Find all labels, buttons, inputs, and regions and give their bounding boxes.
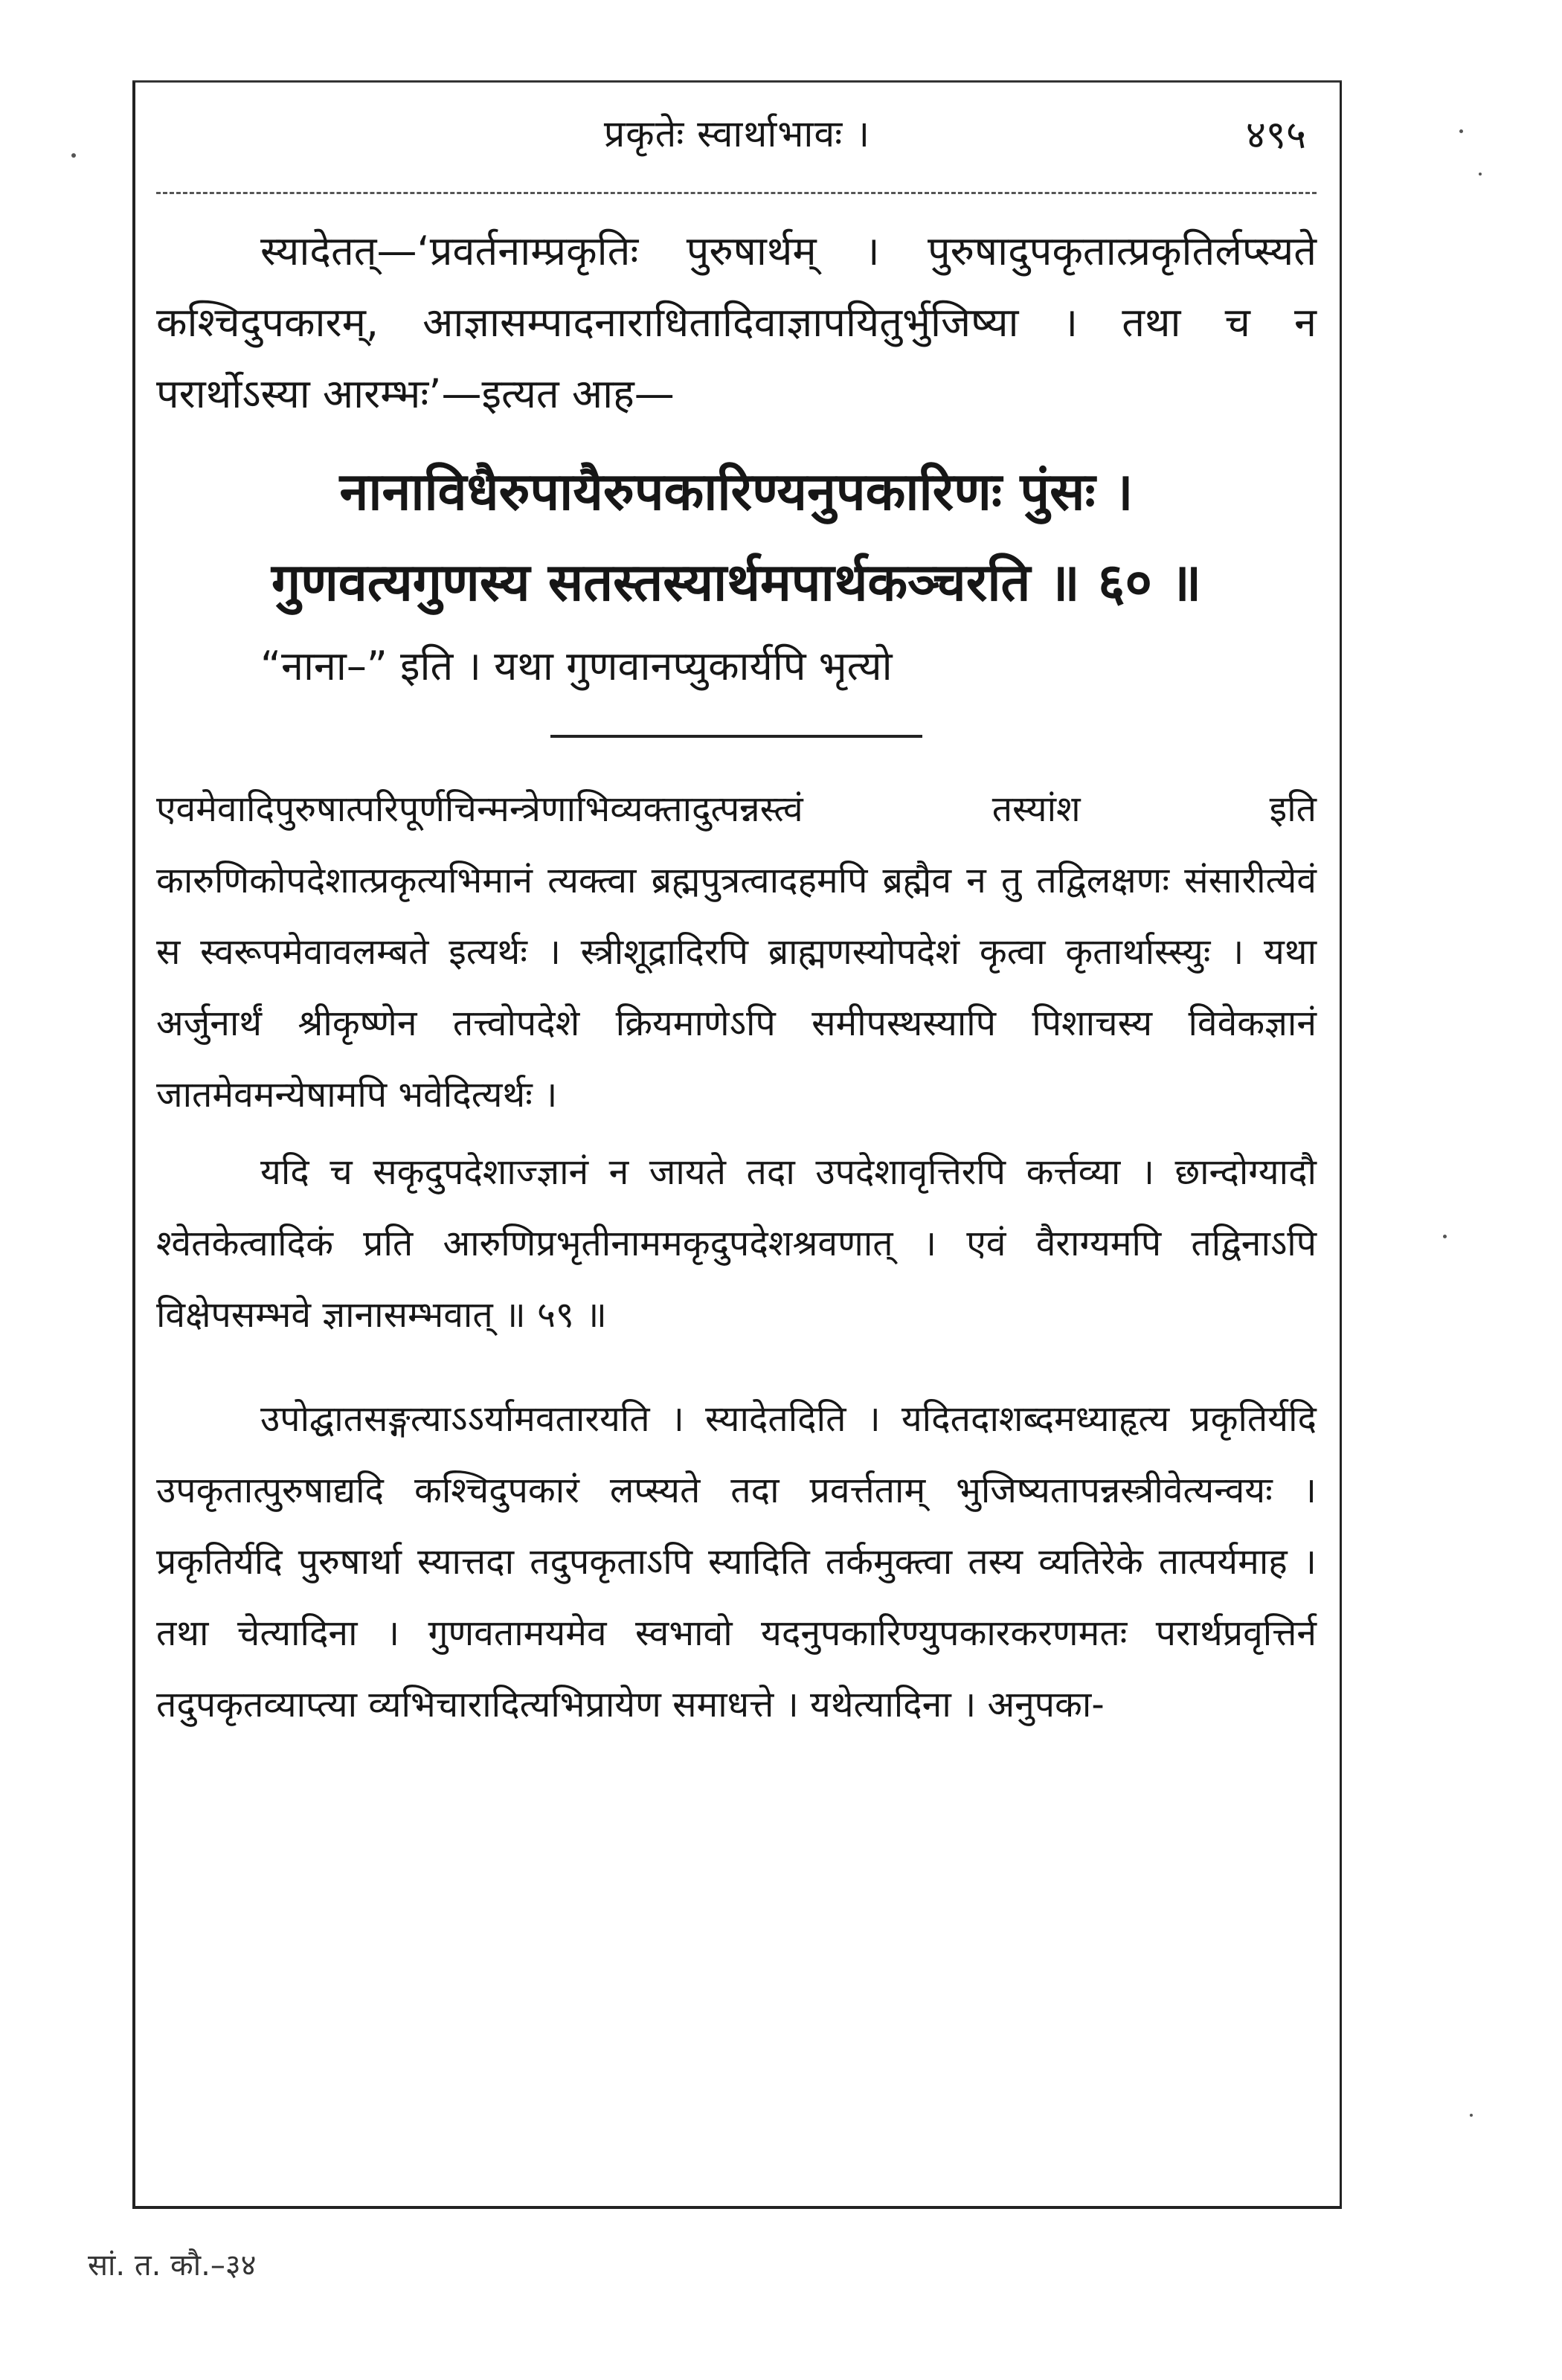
footnote-paragraph-3: उपोद्घातसङ्गत्याऽऽर्यामवतारयति । स्यादेतदिति । यदितदाशब्दमध्याहृत्य प्रकृतिर्यदि उपकृतात्पुरुषाद्यदि कश्चिदुपकारं लप्स्यते तदा प्रवर्त्तताम् भुजिष्यतापन्नस्त्रीवेत्यन्वयः । प्रकृतिर्यदि पुरुषार्था स्यात्तदा तदुपकृताऽपि स्यादिति तर्कमुक्त्वा तस्य व्यतिरेके तात्पर्यमाह । तथा चेत्यादिना । गुणवतामयमेव स्वभावो यदनुपकारिण्युपकारकरणमतः परार्थप्रवृत्तिर्न तदुपकृतव्याप्त्या व्यभिचारादित्यभिप्रायेण समाधत्ते । यथेत्यादिना । अनुपका- (156, 1398, 1317, 1726)
scan-speck (1470, 2114, 1473, 2117)
page-header (132, 103, 1342, 170)
verse-line-1: नानाविधैरुपायैरुपकारिण्यनुपकारिणः पुंसः । (339, 461, 1134, 522)
paragraph-gap (156, 1351, 1317, 1377)
footnote-paragraph-2: यदि च सकृदुपदेशाज्ज्ञानं न जायते तदा उपदेशावृत्तिरपि कर्त्तव्या । छान्दोग्यादौ श्वेतकेत्वादिकं प्रति आरुणिप्रभृतीनाममकृदुपदेशश्रवणात् । एवं वैराग्यमपि तद्विनाऽपि विक्षेपसम्भवे ज्ञानासम्भवात् ॥ ५९ ॥ (156, 1151, 1317, 1336)
scan-speck (71, 153, 76, 158)
running-head: प्रकृतेः स्वार्थाभावः । (603, 112, 871, 155)
scan-speck (1479, 173, 1482, 176)
karika-verse (156, 446, 1317, 628)
header-rule (156, 192, 1317, 194)
footnote-paragraph-1: एवमेवादिपुरुषात्परिपूर्णचिन्मन्त्रेणाभिव्यक्तादुत्पन्नस्त्वं तस्यांश इति कारुणिकोपदेशात्प्रकृत्यभिमानं त्यक्त्वा ब्रह्मपुत्रत्वादहमपि ब्रह्मैव न तु तद्विलक्षणः संसारीत्येवं स स्वरूपमेवावलम्बते इत्यर्थः । स्त्रीशूद्रादिरपि ब्राह्मणस्योपदेशं कृत्वा कृतार्थास्स्युः । यथा अर्जुनार्थं श्रीकृष्णेन तत्त्वोपदेशे क्रियमाणेऽपि समीपस्थस्यापि पिशाचस्य विवेकज्ञानं जातमेवमन्येषामपि भवेदित्यर्थः । (156, 788, 1317, 1116)
scan-speck (1443, 1235, 1447, 1238)
signature-mark: सां. त. कौ.–३४ (88, 2248, 257, 2283)
scan-speck (1459, 129, 1463, 133)
footnote-divider (550, 735, 922, 738)
page-body (156, 216, 1317, 1740)
commentary-lead: “नाना–” इति । यथा गुणवानप्युकार्यपि भृत्यो (260, 643, 893, 689)
verse-line-2: गुणवत्यगुणस्य सतस्तस्यार्थमपार्थकञ्चरति ॥ ६० ॥ (271, 552, 1202, 613)
page-number: ४९५ (1245, 113, 1306, 158)
intro-paragraph: स्यादेतत्—‘प्रवर्तनाम्प्रकृतिः पुरुषार्थम् । पुरुषादुपकृतात्प्रकृतिर्लप्स्यते कश्चिदुपकारम्, आज्ञासम्पादनाराधितादिवाज्ञापयितुर्भुजिष्या । तथा च न परार्थोऽस्या आरम्भः’—इत्यत आह— (156, 228, 1317, 417)
